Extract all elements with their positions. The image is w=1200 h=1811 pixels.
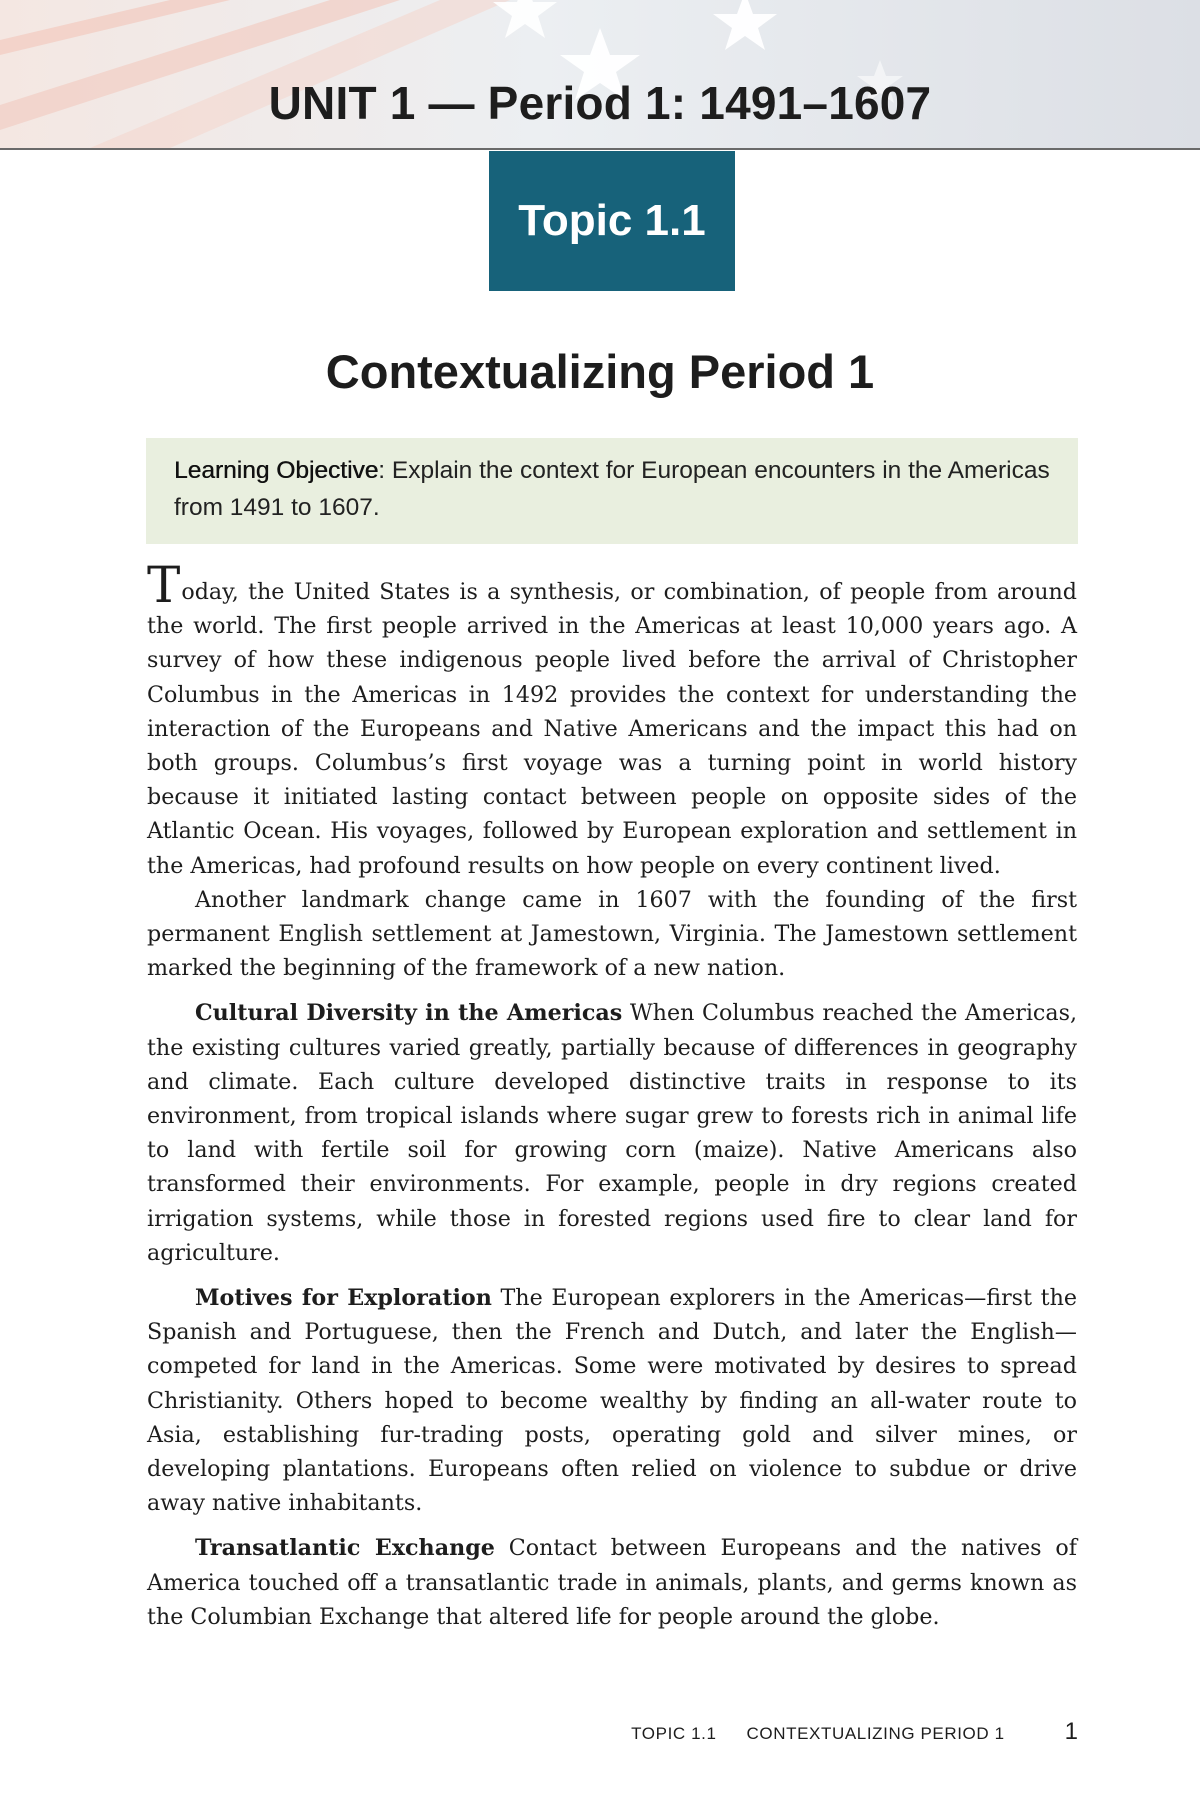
paragraph <box>147 996 1077 1270</box>
drop-cap: T <box>147 556 181 614</box>
paragraph <box>147 883 1077 986</box>
page-number: 1 <box>1064 1718 1078 1745</box>
page-title: Contextualizing Period 1 <box>325 345 875 398</box>
paragraph <box>147 556 1077 883</box>
paragraph-text: Another landmark change came in 1607 with the founding of the first permanent English settlement at Jamestown, Virginia. The Jamestown settlement marked the beginning of the framework of a new nation. <box>147 886 1077 982</box>
topic-label: Topic 1.1 <box>518 196 706 245</box>
paragraph-text: Contact between Europeans and the natives of America touched off a transatlantic trade in animals, plants, and germs known as the Columbian Exchange that altered life for people around the globe. <box>147 1535 1078 1630</box>
footer-topic-number: TOPIC 1.1 <box>631 1724 717 1743</box>
unit-title: UNIT 1 — Period 1: 1491–1607 <box>268 77 932 129</box>
section-heading: Transatlantic Exchange <box>195 1535 495 1562</box>
topic-badge <box>489 151 735 291</box>
learning-objective-label: Learning Objective <box>174 457 379 484</box>
body-text <box>147 556 1078 1634</box>
paragraph-text: The European explorers in the Americas—first the Spanish and Portuguese, then the French and Dutch, and later the English—competed for land in the Americas. Some were motivated by desires to spread Christianity. Others hoped to become wealthy by finding an all-water route to Asia, establishing fur-trading posts, operating gold and silver mines, or developing plantations. Europeans often relied on violence to subdue or drive away native inhabitants. <box>147 1285 1077 1517</box>
section-heading: Motives for Exploration <box>195 1285 492 1312</box>
learning-objective-box <box>146 438 1078 544</box>
paragraph-text: When Columbus reached the Americas, the existing cultures varied greatly, partially because of differences in geography and climate. Each culture developed distinctive traits in response to its environment, from tropical islands where sugar grew to forests rich in animal life to land with fertile soil for growing corn (maize). Native Americans also transformed their environments. For example, people in dry regions created irrigation systems, while those in forested regions used fire to clear land for agriculture. <box>147 1000 1078 1266</box>
paragraph-text: oday, the United States is a synthesis, or combination, of people from around the world. The first people arrived in the Americas at least 10,000 years ago. A survey of how these indigenous people lived before the arrival of Christopher Columbus in the Americas in 1492 provides the context for understanding the interaction of the Europeans and Native Americans and the impact this had on both groups. Columbus’s first voyage was a turning point in world history because it initiated lasting contact between people on opposite sides of the Atlantic Ocean. His voyages, followed by European exploration and settlement in the Americas, had profound results on how people on every continent lived. <box>147 579 1077 879</box>
paragraph <box>147 1531 1077 1634</box>
header-banner <box>0 0 1200 150</box>
section-heading: Cultural Diversity in the Americas <box>195 1000 623 1027</box>
footer-running-title: CONTEXTUALIZING PERIOD 1 <box>746 1724 1005 1743</box>
learning-objective-text: : Explain the context for European encounters in the Americas from 1491 to 1607. <box>174 457 1050 521</box>
page-footer <box>631 1718 1078 1746</box>
paragraph <box>147 1281 1077 1520</box>
